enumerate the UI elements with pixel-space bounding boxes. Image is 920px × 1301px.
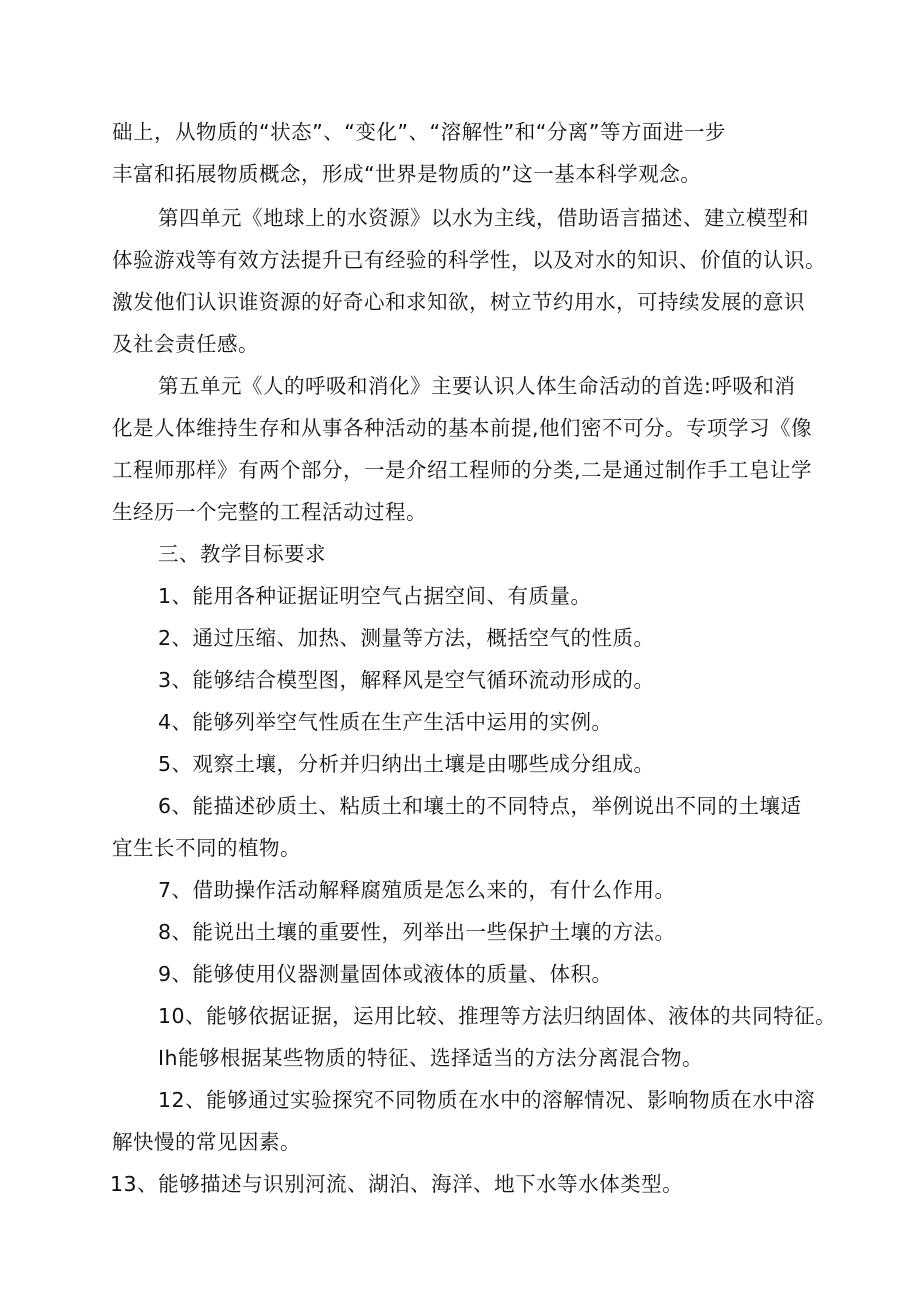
section-heading: 三、教学目标要求 bbox=[158, 542, 326, 566]
paragraph-line: 及社会责任感。 bbox=[112, 332, 259, 356]
list-item-continuation: 解快慢的常见因素。 bbox=[112, 1130, 301, 1154]
list-item: 12、能够通过实验探究不同物质在水中的溶解情况、影响物质在水中溶 bbox=[158, 1088, 816, 1112]
paragraph-line: 体验游戏等有效方法提升已有经验的科学性，以及对水的知识、价值的认识。 bbox=[112, 248, 826, 272]
paragraph-line: 工程师那样》有两个部分，一是介绍工程师的分类,二是通过制作手工皂让学 bbox=[112, 458, 813, 482]
list-item: Ih能够根据某些物质的特征、选择适当的方法分离混合物。 bbox=[158, 1046, 704, 1070]
list-item: 8、能说出土壤的重要性，列举出一些保护土壤的方法。 bbox=[158, 920, 676, 944]
list-item: 9、能够使用仪器测量固体或液体的质量、体积。 bbox=[158, 962, 613, 986]
list-item: 10、能够依据证据，运用比较、推理等方法归纳固体、液体的共同特征。 bbox=[158, 1004, 837, 1028]
paragraph-line: 激发他们认识谁资源的好奇心和求知欲，树立节约用水，可持续发展的意识 bbox=[112, 290, 805, 314]
list-item: 5、观察土壤，分析并归纳出土壤是由哪些成分组成。 bbox=[158, 752, 655, 776]
list-item-continuation: 宜生长不同的植物。 bbox=[112, 836, 301, 860]
paragraph-line: 生经历一个完整的工程活动过程。 bbox=[112, 500, 427, 524]
list-item: 6、能描述砂质土、粘质土和壤土的不同特点，举例说出不同的土壤适 bbox=[158, 794, 802, 818]
list-item: 2、通过压缩、加热、测量等方法，概括空气的性质。 bbox=[158, 626, 655, 650]
list-item: 7、借助操作活动解释腐殖质是怎么来的，有什么作用。 bbox=[158, 878, 676, 902]
list-item: 3、能够结合模型图，解释风是空气循环流动形成的。 bbox=[158, 668, 655, 692]
list-item: 13、能够描述与识别河流、湖泊、海洋、地下水等水体类型。 bbox=[110, 1172, 684, 1196]
list-item: 1、能用各种证据证明空气占据空间、有质量。 bbox=[158, 584, 592, 608]
paragraph-line: 第五单元《人的呼吸和消化》主要认识人体生命活动的首选:呼吸和消 bbox=[158, 374, 796, 398]
paragraph-line: 础上，从物质的“状态”、“变化”、“溶解性”和“分离”等方面进一步 bbox=[112, 120, 726, 144]
paragraph-line: 第四单元《地球上的水资源》以水为主线，借助语言描述、建立模型和 bbox=[158, 206, 809, 230]
paragraph-line: 丰富和拓展物质概念，形成“世界是物质的”这一基本科学观念。 bbox=[112, 162, 702, 186]
list-item: 4、能够列举空气性质在生产生活中运用的实例。 bbox=[158, 710, 613, 734]
paragraph-line: 化是人体维持生存和从事各种活动的基本前提,他们密不可分。专项学习《像 bbox=[112, 416, 813, 440]
